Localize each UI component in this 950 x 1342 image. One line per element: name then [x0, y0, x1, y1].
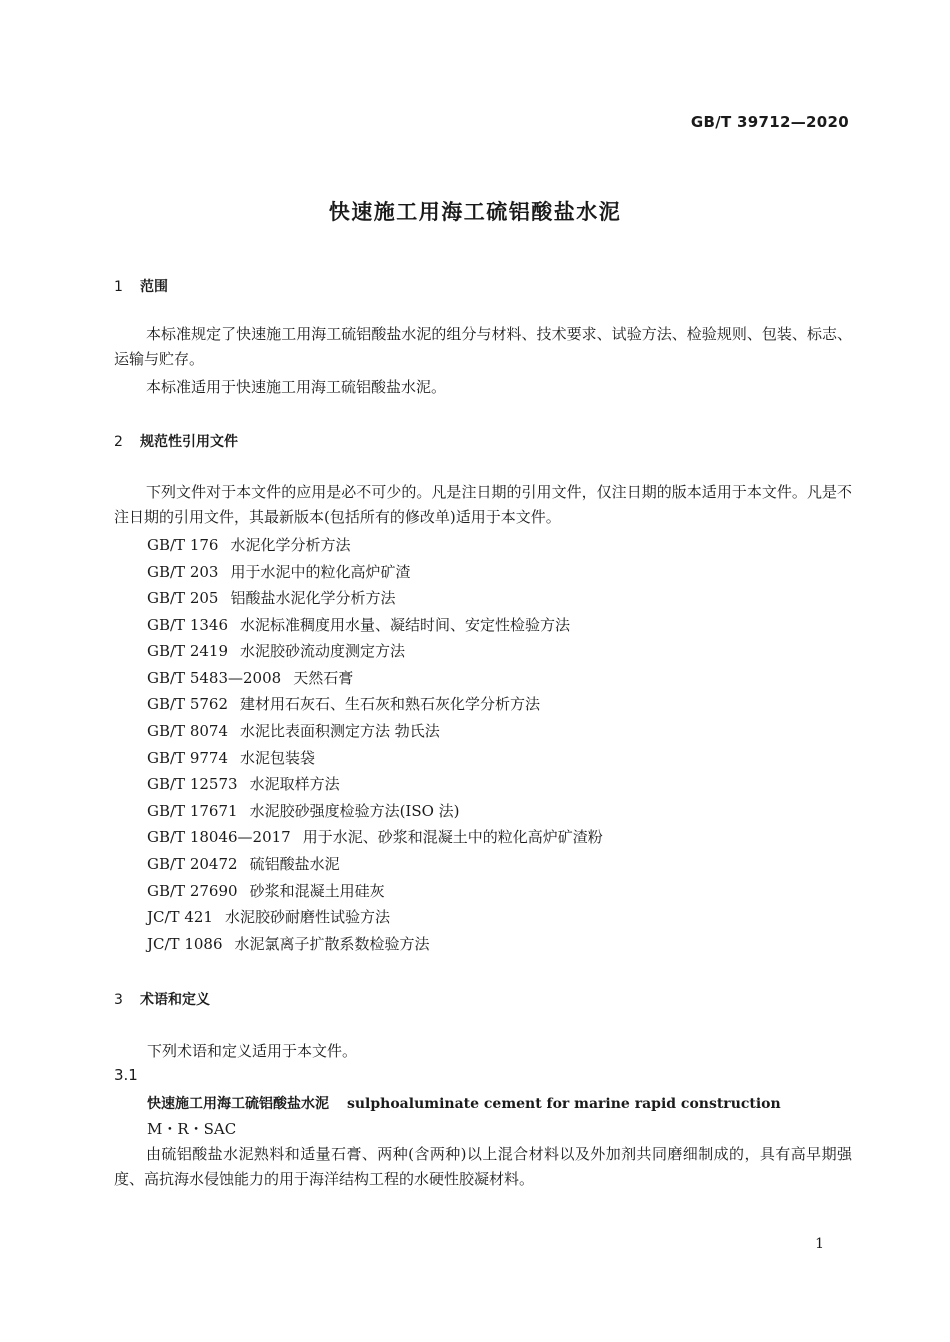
document-title: 快速施工用海工硫铝酸盐水泥: [328, 200, 622, 224]
reference-title: 硫铝酸盐水泥: [249, 855, 340, 873]
reference-title: 水泥取样方法: [249, 775, 340, 793]
term-entry: [147, 1093, 781, 1113]
page-number: 1: [815, 1236, 824, 1252]
section-number: 2: [114, 434, 123, 450]
reference-title: 铝酸盐水泥化学分析方法: [230, 589, 396, 607]
reference-item: [147, 934, 430, 954]
reference-code: GB/T 176: [147, 536, 219, 554]
reference-item: [147, 881, 385, 901]
section-2-heading: [114, 431, 238, 451]
section-number: 3: [114, 992, 123, 1008]
section-1-heading: [114, 276, 168, 296]
reference-title: 用于水泥、砂浆和混凝土中的粒化高炉矿渣粉: [302, 828, 603, 846]
reference-title: 砂浆和混凝土用硅灰: [249, 882, 385, 900]
reference-item: [147, 721, 440, 741]
reference-code: GB/T 9774: [147, 749, 229, 767]
reference-item: [147, 668, 353, 688]
reference-code: GB/T 12573: [147, 775, 238, 793]
section-title: 规范性引用文件: [140, 434, 238, 450]
reference-code: GB/T 203: [147, 563, 219, 581]
reference-code: GB/T 18046—2017: [147, 828, 291, 846]
reference-code: GB/T 2419: [147, 642, 229, 660]
reference-code: JC/T 421: [147, 908, 213, 926]
reference-item: [147, 774, 340, 794]
term-abbreviation: M・R・SAC: [147, 1120, 237, 1138]
reference-title: 水泥胶砂耐磨性试验方法: [224, 908, 390, 926]
reference-code: GB/T 1346: [147, 616, 229, 634]
section-title: 范围: [140, 279, 168, 295]
reference-title: 水泥包装袋: [240, 749, 316, 767]
reference-item: [147, 801, 460, 821]
reference-item: [147, 535, 350, 555]
reference-title: 水泥胶砂强度检验方法(ISO 法): [249, 802, 460, 820]
reference-title: 建材用石灰石、生石灰和熟石灰化学分析方法: [240, 695, 541, 713]
reference-item: [147, 748, 315, 768]
clause-number: 3.1: [114, 1066, 138, 1084]
reference-item: [147, 854, 340, 874]
reference-title: 水泥化学分析方法: [230, 536, 351, 554]
reference-code: GB/T 27690: [147, 882, 238, 900]
reference-code: GB/T 17671: [147, 802, 238, 820]
reference-code: GB/T 205: [147, 589, 219, 607]
reference-item: [147, 615, 570, 635]
reference-item: [147, 827, 603, 847]
term-definition: 由硫铝酸盐水泥熟料和适量石膏、两种(含两种)以上混合材料以及外加剂共同磨细制成的，具有高早期强度、高抗海水侵蚀能力的用于海洋结构工程的水硬性胶凝材料。: [114, 1145, 852, 1188]
reference-item: [147, 694, 540, 714]
reference-item: [147, 641, 405, 661]
reference-code: JC/T 1086: [147, 935, 223, 953]
section-3-heading: [114, 989, 210, 1009]
section-1-paragraph-1: 本标准规定了快速施工用海工硫铝酸盐水泥的组分与材料、技术要求、试验方法、检验规则、包装、标志、运输与贮存。: [114, 325, 852, 368]
section-1-paragraph-2: 本标准适用于快速施工用海工硫铝酸盐水泥。: [146, 378, 447, 396]
section-3-intro: 下列术语和定义适用于本文件。: [147, 1042, 358, 1060]
reference-item: [147, 588, 395, 608]
standard-number: GB/T 39712—2020: [690, 113, 849, 131]
reference-item: [147, 562, 410, 582]
section-2-intro: 下列文件对于本文件的应用是必不可少的。凡是注日期的引用文件，仅注日期的版本适用于本文件。凡是不注日期的引用文件，其最新版本(包括所有的修改单)适用于本文件。: [114, 483, 852, 526]
reference-title: 水泥比表面积测定方法 勃氏法: [240, 722, 440, 740]
reference-title: 用于水泥中的粒化高炉矿渣: [230, 563, 411, 581]
reference-code: GB/T 5483—2008: [147, 669, 282, 687]
reference-title: 水泥氯离子扩散系数检验方法: [234, 935, 430, 953]
reference-title: 水泥胶砂流动度测定方法: [240, 642, 406, 660]
reference-code: GB/T 8074: [147, 722, 229, 740]
term-english: sulphoaluminate cement for marine rapid construction: [347, 1096, 781, 1112]
reference-code: GB/T 20472: [147, 855, 238, 873]
term-chinese: 快速施工用海工硫铝酸盐水泥: [147, 1096, 329, 1112]
reference-item: [147, 907, 390, 927]
reference-code: GB/T 5762: [147, 695, 229, 713]
reference-title: 水泥标准稠度用水量、凝结时间、安定性检验方法: [240, 616, 571, 634]
section-title: 术语和定义: [140, 992, 210, 1008]
reference-title: 天然石膏: [293, 669, 354, 687]
section-number: 1: [114, 279, 123, 295]
